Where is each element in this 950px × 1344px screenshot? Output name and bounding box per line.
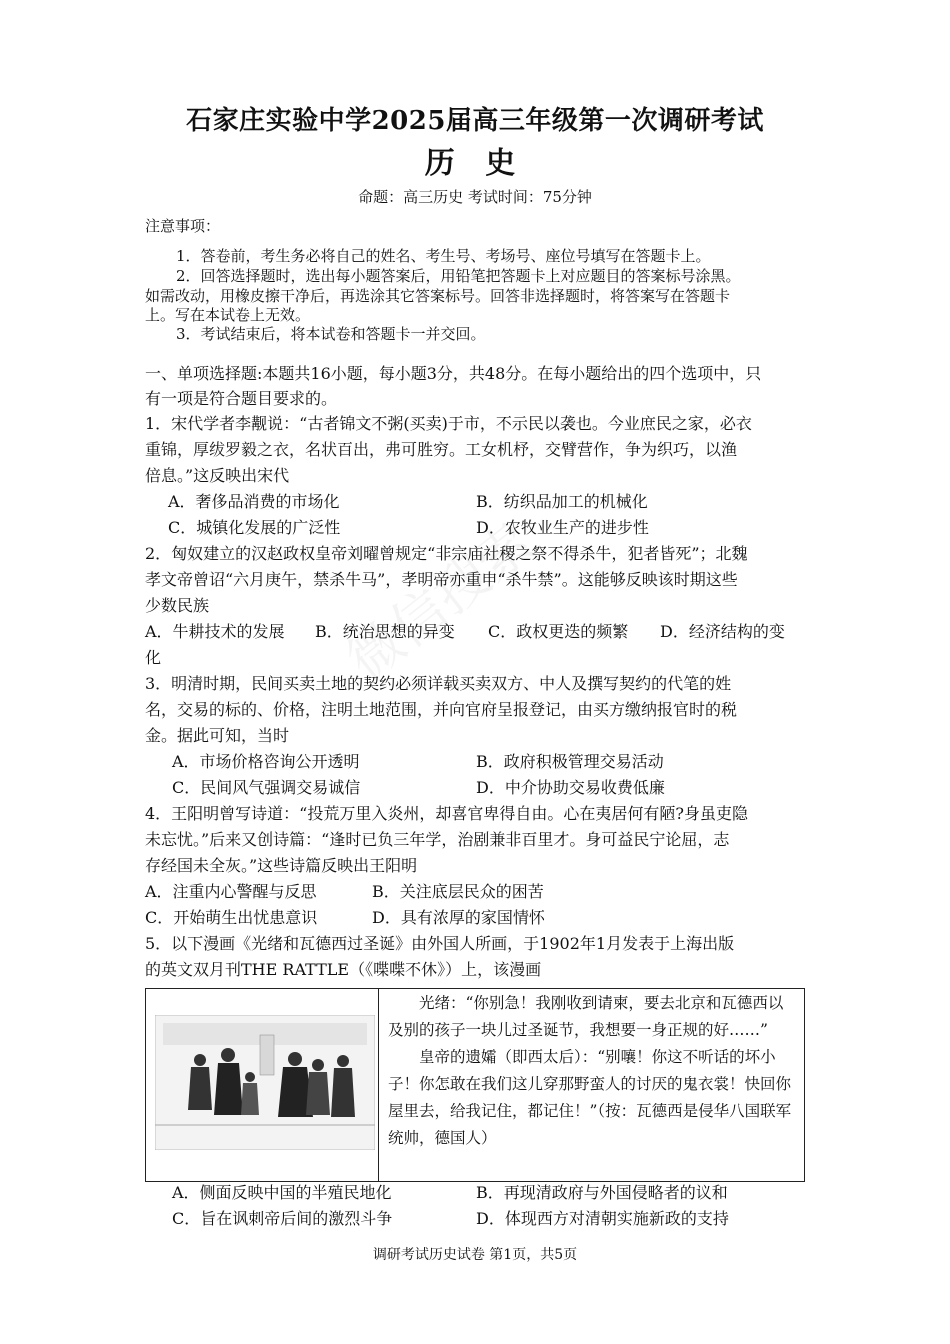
section-heading: 一、单项选择题:本题共16小题，每小题3分，共48分。在每小题给出的四个选项中，只 (145, 364, 762, 383)
question-5-option-a: A．侧面反映中国的半殖民地化 (172, 1183, 392, 1202)
question-3-option-a: A．市场价格咨询公开透明 (172, 752, 360, 771)
question-2-option-d-cont: 化 (145, 648, 162, 667)
question-1-option-c: C．城镇化发展的广泛性 (168, 518, 341, 537)
question-1-stem-3: 倍息。”这反映出宋代 (145, 466, 290, 485)
cartoon-divider (378, 988, 379, 1182)
question-2-option-d: D．经济结构的变 (660, 622, 785, 641)
question-1-stem: 1．宋代学者李觏说：“古者锦文不粥(买卖)于市，不示民以袭也。今业庶民之家，必衣 (145, 414, 752, 433)
question-2-stem: 2．匈奴建立的汉赵政权皇帝刘曜曾规定“非宗庙社稷之祭不得杀牛，犯者皆死”；北魏 (145, 544, 748, 563)
question-5-option-c: C．旨在讽刺帝后间的激烈斗争 (172, 1209, 393, 1228)
question-5-option-d: D．体现西方对清朝实施新政的支持 (476, 1209, 729, 1228)
note-item-1: 1．答卷前，考生务必将自己的姓名、考生号、考场号、座位号填写在答题卡上。 (176, 247, 711, 265)
notes-heading: 注意事项： (145, 217, 221, 235)
subject-title: 历 史 (424, 146, 526, 181)
question-5-stem: 5．以下漫画《光绪和瓦德西过圣诞》由外国人所画，于1902年1月发表于上海出版 (145, 934, 735, 953)
question-4-option-d: D．具有浓厚的家国情怀 (372, 908, 545, 927)
question-1-option-a: A．奢侈品消费的市场化 (168, 492, 340, 511)
question-1-stem-2: 重锦，厚绂罗毅之衣，名状百出，弗可胜穷。工女机杼，交臂营作，争为织巧，以渔 (145, 440, 738, 459)
question-2-option-a: A．牛耕技术的发展 (145, 622, 285, 641)
note-item-2: 2．回答选择题时，选出每小题答案后，用铅笔把答题卡上对应题目的答案标号涂黑。 (176, 267, 741, 285)
cartoon-dialogue (388, 990, 796, 1152)
question-3-stem-3: 金。据此可知，当时 (145, 726, 290, 745)
question-2-option-c: C．政权更迭的频繁 (488, 622, 629, 641)
question-4-stem-3: 存经国未全灰。”这些诗篇反映出王阳明 (145, 856, 418, 875)
question-1-option-d: D．农牧业生产的进步性 (476, 518, 649, 537)
question-4-stem-2: 未忘忧。”后来又创诗篇：“逢时已负三年学，治剧兼非百里才。身可益民宁论屈，志 (145, 830, 730, 849)
question-5-option-b: B．再现清政府与外国侵略者的议和 (476, 1183, 728, 1202)
question-4-option-c: C．开始萌生出忧患意识 (145, 908, 318, 927)
question-3-stem: 3．明清时期，民间买卖土地的契约必须详载买卖双方、中人及撰写契约的代笔的姓 (145, 674, 732, 693)
question-2-stem-3: 少数民族 (145, 596, 210, 615)
question-3-option-b: B．政府积极管理交易活动 (476, 752, 664, 771)
question-3-option-c: C．民间风气强调交易诚信 (172, 778, 361, 797)
section-heading-cont: 有一项是符合题目要求的。 (145, 389, 338, 408)
note-item-3: 3．考试结束后，将本试卷和答题卡一并交回。 (176, 325, 486, 343)
question-4-stem: 4．王阳明曾写诗道：“投荒万里入炎州，却喜官卑得自由。心在夷居何有陋?身虽吏隐 (145, 804, 748, 823)
question-4-option-a: A．注重内心警醒与反思 (145, 882, 317, 901)
exam-meta: 命题：高三历史 考试时间：75分钟 (358, 188, 592, 206)
dialogue-cixi: 皇帝的遗孀（即西太后）：“别嚷！你这不听话的坏小子！你怎敢在我们这儿穿那野蛮人的讨厌的鬼衣裳！快回你屋里去，给我记住，都记住！”（按：瓦德西是侵华八国联军统帅，德国人） (388, 1048, 792, 1147)
note-item-2-cont: 如需改动，用橡皮擦干净后，再选涂其它答案标号。回答非选择题时，将答案写在答题卡 (145, 287, 731, 305)
question-5-stem-2: 的英文双月刊THE RATTLE（《喋喋不休》）上，该漫画 (145, 960, 542, 979)
question-3-option-d: D．中介协助交易收费低廉 (476, 778, 665, 797)
page-footer: 调研考试历史试卷 第1页，共5页 (372, 1247, 578, 1263)
dialogue-guangxu: 光绪：“你别急！我刚收到请柬，要去北京和瓦德西以及别的孩子一块儿过圣诞节，我想要一身正规的好……” (388, 994, 784, 1039)
question-2-option-b: B．统治思想的异变 (315, 622, 455, 641)
exam-title: 石家庄实验中学2025届高三年级第一次调研考试 (186, 106, 764, 136)
question-1-option-b: B．纺织品加工的机械化 (476, 492, 648, 511)
note-item-2-cont2: 上。写在本试卷上无效。 (145, 306, 311, 324)
cartoon-illustration (155, 1015, 375, 1150)
question-2-stem-2: 孝文帝曾诏“六月庚午，禁杀牛马”，孝明帝亦重申“杀牛禁”。这能够反映该时期这些 (145, 570, 738, 589)
question-3-stem-2: 名，交易的标的、价格，注明土地范围，并向官府呈报登记，由买方缴纳报官时的税 (145, 700, 738, 719)
question-4-option-b: B．关注底层民众的困苦 (372, 882, 544, 901)
